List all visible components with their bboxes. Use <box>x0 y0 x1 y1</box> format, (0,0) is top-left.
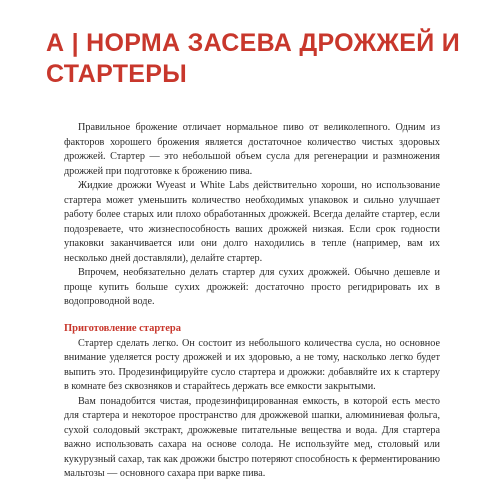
chapter-title: А | НОРМА ЗАСЕВА ДРОЖЖЕЙ И СТАРТЕРЫ <box>46 29 461 88</box>
paragraph: Стартер сделать легко. Он состоит из небольшого количества сусла, но основное внимание уделяется росту дрожжей и их здоровью, а не тому, насколько легко будет выпить это. Продезинфицируйте сусло стартера и дрожжи: добавляйте их к стартеру в комнате без сквозняков и старайтесь держать все емкости закрытыми. <box>64 337 440 392</box>
paragraph: Вам понадобится чистая, продезинфицированная емкость, в которой есть место для стартера и некоторое пространство для дрожжевой шапки, алюминиевая фольга, сухой солодовый экстракт, дрожжевые питательные вещества и вода. Для стартера важно использовать сахара на основе солода. Не используйте мед, столовый или кукурузный сахар, так как дрожжи быстро потеряют способность к ферментированию мальтозы — основного сахара при варке пива. <box>64 395 440 479</box>
paragraph: Жидкие дрожжи Wyeast и White Labs действительно хороши, но использование стартера может уменьшить количество необходимых упаковок и сильно улучшает работу более старых или плохо обработанных дрожжей. Всегда делайте стартер, если подозреваете, что жизнеспособность ваших дрожжей низкая. Если срок годности упаковки заканчивается или они долго находились в тепле (например, вам их несколько дней доставляли), делайте стартер. <box>64 180 440 264</box>
paragraph: Впрочем, необязательно делать стартер для сухих дрожжей. Обычно дешевле и проще купить больше сухих дрожжей: достаточно просто регидрировать их в водопроводной воде. <box>64 267 440 307</box>
section-heading: Приготовление стартера <box>64 322 181 334</box>
body-text <box>64 121 440 482</box>
paragraph: Правильное брожение отличает нормальное пиво от великолепного. Одним из факторов хорошего брожения является достаточное количество чистых здоровых дрожжей. Стартер — это небольшой объем сусла для регенерации и размножения дрожжей при подготовке к брожению пива. <box>64 122 440 177</box>
